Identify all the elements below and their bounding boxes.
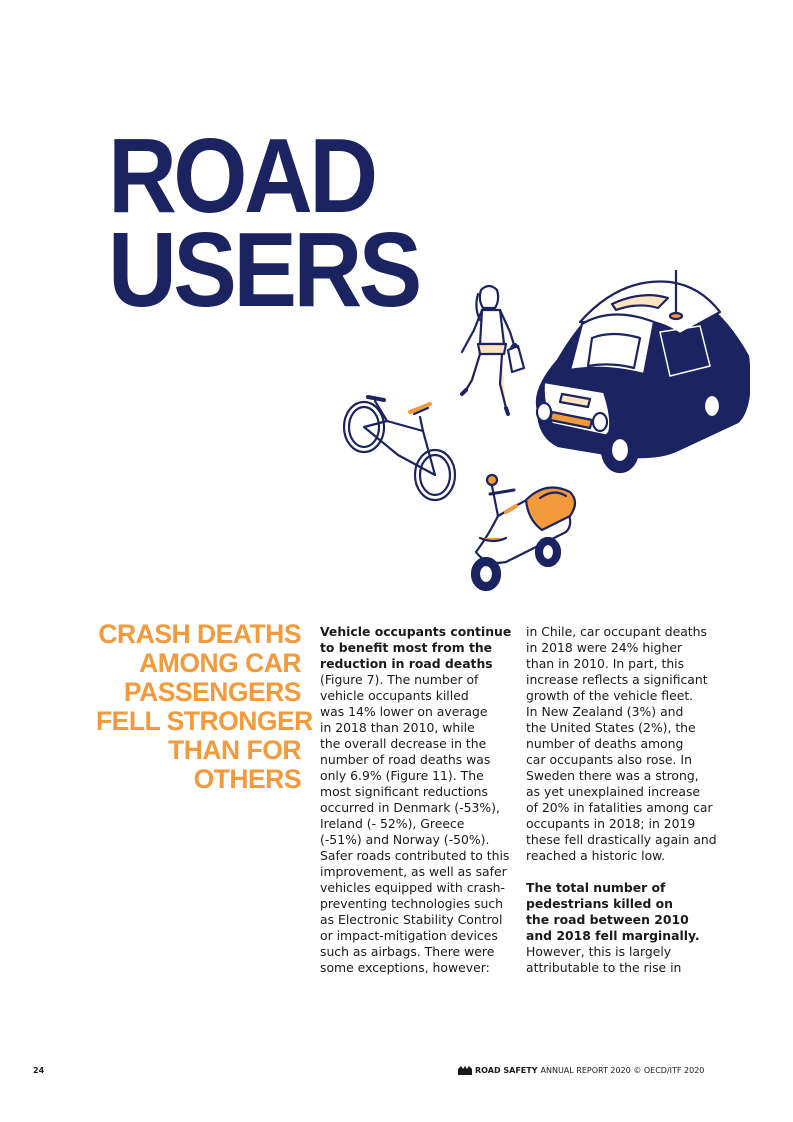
body-line: Ireland (- 52%), Greece	[320, 816, 465, 831]
body-line: occurred in Denmark (-53%),	[320, 800, 500, 815]
body-line: vehicles equipped with crash-	[320, 880, 505, 895]
body-line: Safer roads contributed to this	[320, 848, 510, 863]
body-line: some exceptions, however:	[320, 960, 490, 975]
body-line: most significant reductions	[320, 784, 488, 799]
body-line: or impact-mitigation devices	[320, 928, 498, 943]
body-line: (-51%) and Norway (-50%).	[320, 832, 490, 847]
lead-sentence-line: and 2018 fell marginally.	[526, 928, 700, 943]
body-line: However, this is largely	[526, 944, 672, 959]
body-line: as yet unexplained increase	[526, 784, 701, 799]
body-line: number of road deaths was	[320, 752, 491, 767]
lead-sentence-line: reduction in road deaths	[320, 656, 493, 671]
lead-sentence-line: to benefit most from the	[320, 640, 493, 655]
woman-walking-icon	[462, 286, 524, 414]
body-line: car occupants also rose. In	[526, 752, 692, 767]
car-icon	[537, 270, 750, 472]
lead-sentence-line: The total number of	[526, 880, 666, 895]
heading-line: OTHERS	[193, 764, 301, 794]
body-line: reached a historic low.	[526, 848, 666, 863]
heading-line: AMONG CAR	[139, 648, 301, 678]
body-line: was 14% lower on average	[320, 704, 488, 719]
paragraph-gap	[526, 864, 721, 880]
body-line: occupants in 2018; in 2019	[526, 816, 696, 831]
body-line: In New Zealand (3%) and	[526, 704, 684, 719]
bicycle-icon	[344, 397, 455, 500]
scooter-icon	[472, 475, 575, 590]
page-number: 24	[33, 1066, 45, 1075]
body-line: growth of the vehicle fleet.	[526, 688, 694, 703]
footer-text: ANNUAL REPORT 2020 © OECD/ITF 2020	[540, 1066, 705, 1075]
lead-sentence-line: the road between 2010	[526, 912, 689, 927]
body-line: attributable to the rise in	[526, 960, 682, 975]
body-line: the overall decrease in the	[320, 736, 487, 751]
page-title-line-1: ROAD	[108, 117, 375, 235]
section-heading	[96, 619, 313, 794]
text-column-left	[320, 624, 515, 976]
body-line: preventing technologies such	[320, 896, 503, 911]
body-line: such as airbags. There were	[320, 944, 495, 959]
body-line: in Chile, car occupant deaths	[526, 624, 707, 639]
body-line: in 2018 were 24% higher	[526, 640, 683, 655]
body-line: improvement, as well as safer	[320, 864, 507, 879]
itf-logo-icon	[458, 1066, 472, 1075]
lead-sentence-line: pedestrians killed on	[526, 896, 673, 911]
running-footer	[458, 1066, 704, 1075]
road-users-illustration	[330, 262, 750, 602]
body-line: of 20% in fatalities among car	[526, 800, 713, 815]
body-line: vehicle occupants killed	[320, 688, 469, 703]
body-line: the United States (2%), the	[526, 720, 696, 735]
heading-line: CRASH DEATHS	[98, 619, 301, 649]
footer-title: ROAD SAFETY	[475, 1066, 538, 1075]
page-title-line-2: USERS	[108, 211, 419, 329]
heading-line: THAN FOR	[168, 735, 301, 765]
heading-line: PASSENGERS	[123, 677, 301, 707]
body-line: as Electronic Stability Control	[320, 912, 503, 927]
heading-line: FELL STRONGER	[96, 706, 313, 736]
body-line: (Figure 7). The number of	[320, 672, 479, 687]
body-line: these fell drastically again and	[526, 832, 717, 847]
body-line: only 6.9% (Figure 11). The	[320, 768, 484, 783]
body-line: increase reflects a significant	[526, 672, 708, 687]
lead-sentence-line: Vehicle occupants continue	[320, 624, 512, 639]
body-line: Sweden there was a strong,	[526, 768, 699, 783]
body-line: number of deaths among	[526, 736, 684, 751]
text-column-right	[526, 624, 721, 976]
body-line: in 2018 than 2010, while	[320, 720, 475, 735]
body-line: than in 2010. In part, this	[526, 656, 685, 671]
